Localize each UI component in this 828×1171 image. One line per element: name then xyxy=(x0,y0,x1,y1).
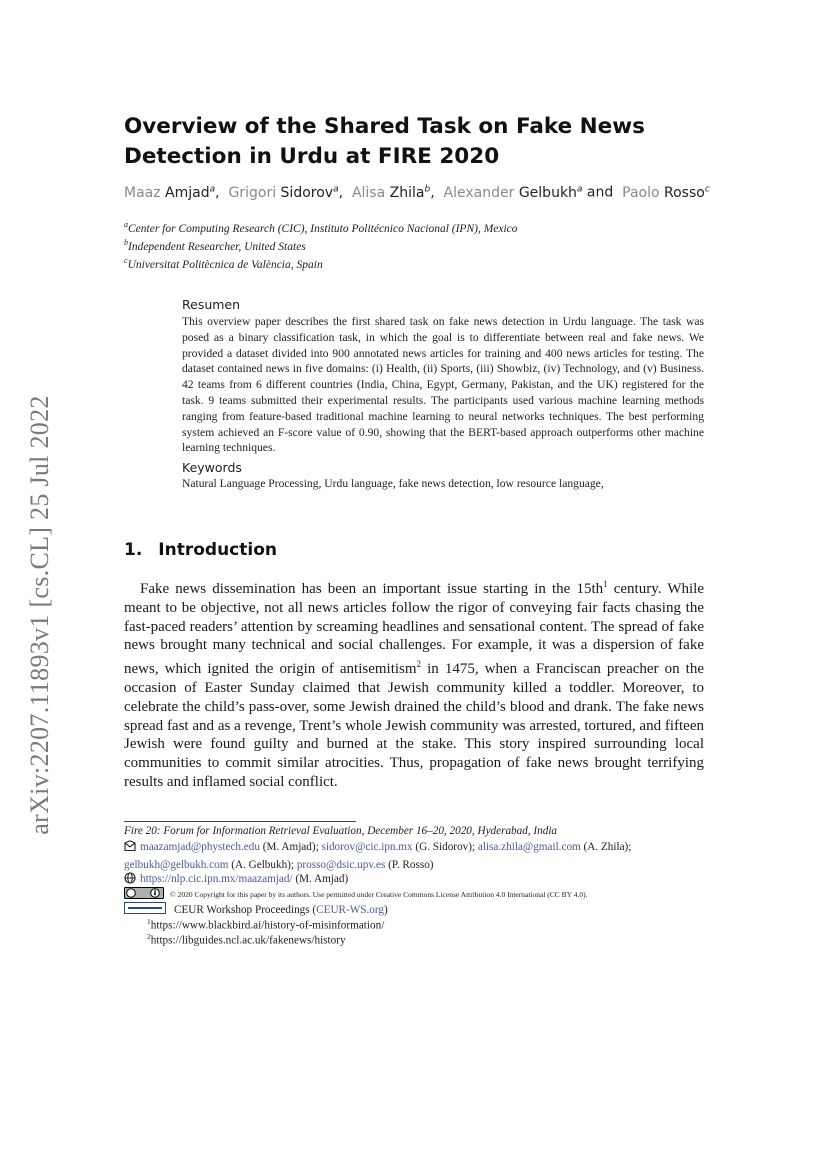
homepage-owner: (M. Amjad) xyxy=(292,873,349,885)
email-list xyxy=(124,840,724,873)
title-line-2: Detection in Urdu at FIRE 2020 xyxy=(124,144,500,169)
author xyxy=(444,185,583,201)
email-owner: (A. Zhila); xyxy=(580,841,632,853)
author-last-name: Gelbukh xyxy=(518,184,577,201)
affiliation xyxy=(124,238,724,253)
author-mark: c xyxy=(704,184,710,194)
abstract-text: This overview paper describes the first shared task on fake news detection in Urdu language. The task was posed as a binary classification task, in which the goal is to differentiate between real and fake news. We provided a dataset divided into 900 annotated news articles for training and 400 news articles for testing. The dataset contained news in five domains: (i) Health, (ii) Sports, (iii) Showbiz, (iv) Technology, and (v) Business. 42 teams from 6 different countries (India, China, Egypt, Germany, Pakistan, and the UK) registered for the task. 9 teams submitted their experimental results. The participants used various machine learning methods ranging from feature-based traditional machine learning to neural networks techniques. The best performing system achieved an F-score value of 0.90, showing that the BERT-based approach outperforms other machine learning techniques. xyxy=(182,315,704,455)
affiliation xyxy=(124,256,724,271)
footnote xyxy=(147,932,346,947)
email-link[interactable]: prosso@dsic.upv.es xyxy=(296,858,386,871)
affiliation-text: Universitat Politècnica de València, Spain xyxy=(127,258,323,271)
author xyxy=(622,185,710,201)
section-title: Introduction xyxy=(158,540,277,560)
section-number: 1. xyxy=(124,540,143,560)
ceur-logo-icon xyxy=(124,902,166,914)
conference-note: Fire 20: Forum for Information Retrieval Evaluation, December 16–20, 2020, Hyderabad, India xyxy=(124,825,558,837)
footnote-ref[interactable]: 1 xyxy=(603,579,608,589)
affiliation xyxy=(124,220,724,235)
intro-text: century. While meant to be objective, not all news articles follow the rigor of conveying fair facts chasing the fast-paced readers’ attention by screaming headlines and sensational content. The spread of fake news brought many technical and social challenges. For example, it was a dispersion of fake news, which ignited the origin of antisemitism xyxy=(124,581,704,678)
author-first-name: Paolo xyxy=(622,184,660,201)
author: Grigori Sidorov$^a$, xyxy=(228,184,344,201)
email-icon xyxy=(124,840,136,858)
author-mark: a xyxy=(209,184,216,194)
author-and: and xyxy=(586,184,614,201)
cc-by-icon xyxy=(124,887,164,899)
ceur-text-end: ) xyxy=(384,904,388,916)
author-first-name: Maaz xyxy=(124,184,161,201)
footnote-mark: 1 xyxy=(147,917,151,926)
footnote xyxy=(147,917,384,932)
arxiv-id: arXiv:2207.11893v1 [cs.CL] 25 Jul 2022 xyxy=(25,395,54,835)
email-owner: (A. Gelbukh); xyxy=(228,858,297,871)
affiliation-text: Independent Researcher, United States xyxy=(128,240,306,253)
keywords-heading: Keywords xyxy=(182,460,242,475)
author-last-name: Amjad xyxy=(165,184,210,201)
email-owner: (M. Amjad); xyxy=(259,841,322,853)
copyright-text: © 2020 Copyright for this paper by its authors. Use permitted under Creative Commons License Attribution 4.0 International (CC BY 4.0). xyxy=(170,890,588,899)
author-mark: a xyxy=(333,184,339,194)
footnote-url[interactable]: https://www.blackbird.ai/history-of-misinformation/ xyxy=(150,919,385,932)
abstract-heading: Resumen xyxy=(182,297,241,312)
author-first-name: Alisa xyxy=(351,184,386,201)
affiliation-mark: b xyxy=(124,238,128,247)
footnote-mark: 2 xyxy=(147,932,151,941)
email-link[interactable]: sidorov@cic.ipn.mx xyxy=(321,841,413,853)
author-mark: b xyxy=(424,184,431,194)
author-first-name: Grigori xyxy=(228,184,277,201)
intro-paragraph xyxy=(124,575,704,792)
keywords-text: Natural Language Processing, Urdu language, fake news detection, low resource language, xyxy=(182,477,604,490)
author-last-name: Rosso xyxy=(664,184,705,201)
section-heading xyxy=(124,540,277,560)
affiliation-mark: a xyxy=(124,220,128,229)
intro-text: Fake news dissemination has been an important issue starting in the 15th xyxy=(140,581,604,597)
paper-title xyxy=(124,112,724,172)
author: Alisa Zhila$^b$, xyxy=(351,184,435,201)
homepage-link[interactable]: https://nlp.cic.ipn.mx/maazamjad/ xyxy=(140,873,293,885)
ceur-line xyxy=(124,902,388,916)
email-owner: (P. Rosso) xyxy=(385,858,434,871)
footnote-url[interactable]: https://libguides.ncl.ac.uk/fakenews/history xyxy=(150,934,346,947)
author: Maaz Amjad$^a$, xyxy=(124,184,220,201)
email-owner: (G. Sidorov); xyxy=(412,841,478,853)
footnote-divider xyxy=(124,821,356,822)
email-link[interactable]: gelbukh@gelbukh.com xyxy=(124,858,229,871)
license-line xyxy=(124,887,587,899)
author-last-name: Zhila xyxy=(389,184,425,201)
ceur-text: CEUR Workshop Proceedings ( xyxy=(174,904,317,916)
homepage-line xyxy=(124,872,348,887)
footnote-ref[interactable]: 2 xyxy=(416,659,422,670)
affiliation-text: Center for Computing Research (CIC), Instituto Politécnico Nacional (IPN), Mexico xyxy=(128,222,518,235)
author-list xyxy=(124,184,744,201)
author-first-name: Alexander xyxy=(443,184,515,201)
globe-icon xyxy=(124,872,136,887)
arxiv-stamp xyxy=(22,375,58,855)
author-last-name: Sidorov xyxy=(280,184,334,201)
email-link[interactable]: alisa.zhila@gmail.com xyxy=(477,841,581,853)
affiliation-mark: c xyxy=(124,256,128,265)
author-mark: a xyxy=(576,184,583,194)
email-link[interactable]: maazamjad@phystech.edu xyxy=(140,841,260,853)
intro-text: in 1475, when a Franciscan preacher on the occasion of Easter Sunday claimed that Jewish community killed a toddler. Moreover, to celebrate the child’s pass-over, some Jewish drained the child’s blood and drank. The fake news spread fast and as a revenge, Trent’s whole Jewish community was arrested, tortured, and fifteen Jewish were found guilty and burned at the stake. This story inspired surrounding local communities to commit similar atrocities. Thus, propagation of fake news brought terrifying results and inflamed social conflict. xyxy=(124,661,704,790)
title-line-1: Overview of the Shared Task on Fake News xyxy=(124,114,645,139)
ceur-link[interactable]: CEUR-WS.org xyxy=(316,904,385,916)
